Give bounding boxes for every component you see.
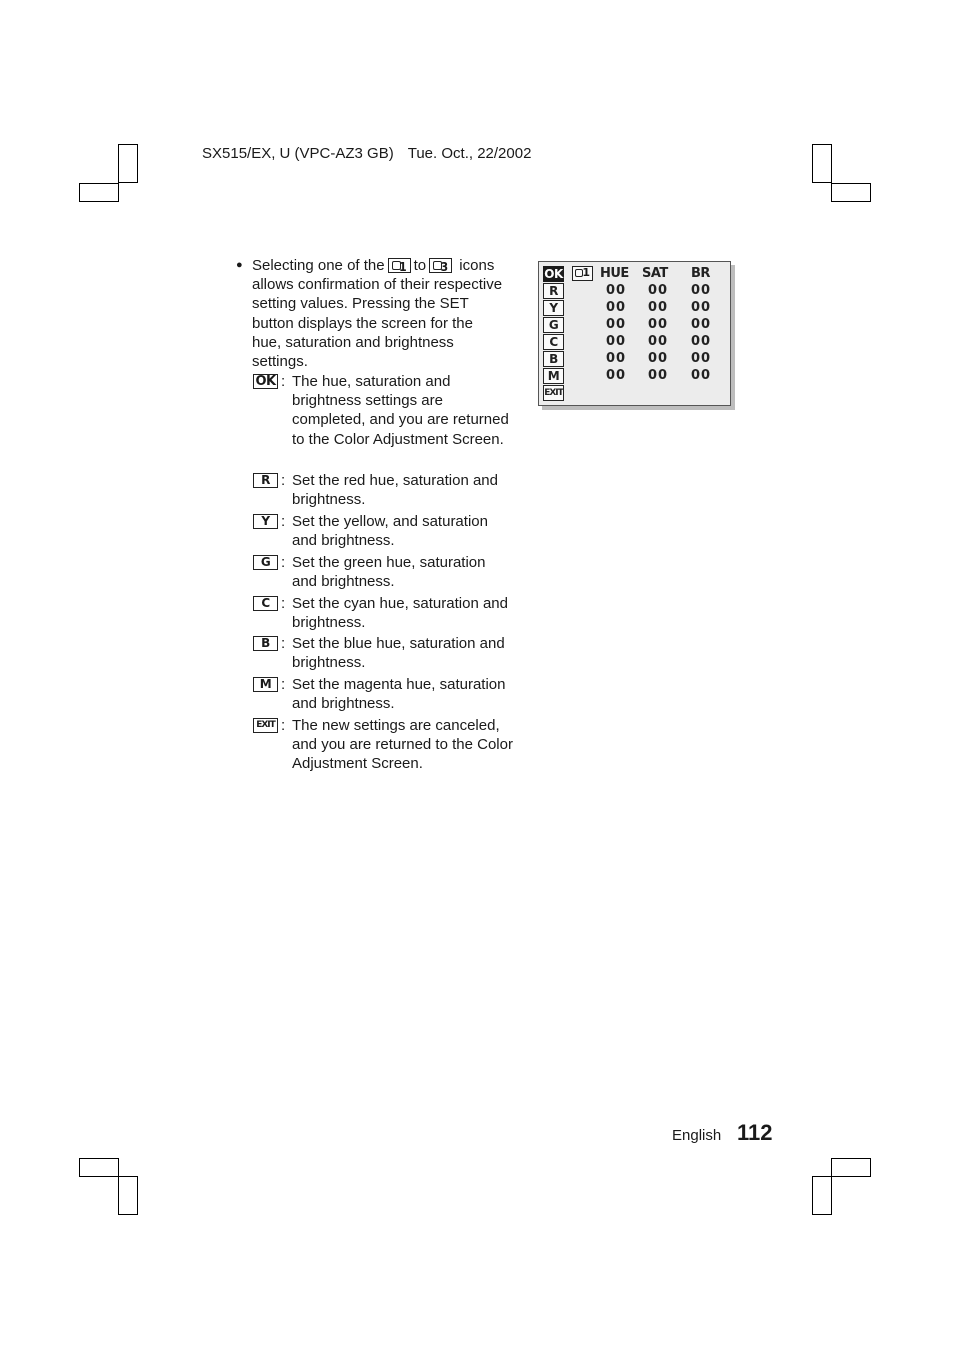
item-desc: Set the blue hue, saturation and brightness.	[292, 635, 505, 672]
exit-icon: EXIT	[253, 718, 278, 733]
crop-mark	[79, 1158, 119, 1177]
value-cell: 00	[606, 317, 627, 332]
column-header-hue: HUE	[600, 266, 629, 281]
color-preset-1-icon: 1	[572, 266, 593, 281]
value-cell: 00	[648, 317, 669, 332]
crop-mark	[831, 183, 871, 202]
item-desc: Set the cyan hue, saturation and brightness.	[292, 595, 508, 632]
item-desc: Set the red hue, saturation and brightness.	[292, 472, 498, 509]
item-ok: OK : The hue, saturation and brightness settings are completed, and you are returned to the Color Adjustment Screen.	[253, 372, 513, 449]
value-cell: 00	[606, 334, 627, 349]
intro-paragraph	[236, 256, 506, 371]
item-desc: Set the yellow, and saturation and brightness.	[292, 513, 488, 550]
screen-menu-r[interactable]: R	[543, 283, 564, 299]
value-cell: 00	[691, 368, 712, 383]
value-cell: 00	[606, 368, 627, 383]
column-header-br: BR	[691, 266, 710, 281]
item-exit: EXIT : The new settings are canceled, and you are returned to the Color Adjustment Screen.	[253, 716, 513, 774]
page-number: 112	[737, 1120, 773, 1145]
value-cell: 00	[648, 283, 669, 298]
item-cyan: C : Set the cyan hue, saturation and brightness.	[253, 594, 513, 632]
value-cell: 00	[691, 351, 712, 366]
item-red: R : Set the red hue, saturation and brightness.	[253, 471, 513, 509]
value-cell: 00	[648, 368, 669, 383]
value-cell: 00	[691, 317, 712, 332]
value-cell: 00	[648, 300, 669, 315]
value-cell: 00	[606, 283, 627, 298]
screen-menu-g[interactable]: G	[543, 317, 564, 333]
screen-menu-c[interactable]: C	[543, 334, 564, 350]
ok-icon: OK	[253, 374, 278, 389]
red-icon: R	[253, 473, 278, 488]
intro-text-1: Selecting one of the	[252, 257, 385, 274]
item-yellow: Y : Set the yellow, and saturation and brightness.	[253, 512, 513, 550]
header-date: Tue. Oct., 22/2002	[407, 145, 532, 162]
lcd-screen	[538, 261, 731, 406]
green-icon: G	[253, 555, 278, 570]
intro-text-2: icons allows confirmation of their respective setting values. Pressing the SET button displays the screen for the hue, saturation and brightness settings.	[252, 257, 503, 371]
crop-mark	[79, 183, 119, 202]
screen-menu	[543, 266, 565, 402]
screen-menu-ok[interactable]: OK	[544, 267, 563, 281]
screen-menu-y[interactable]: Y	[543, 300, 564, 316]
footer-language: English	[672, 1127, 722, 1144]
value-cell: 00	[691, 334, 712, 349]
intro-text-to: to	[413, 257, 427, 274]
item-green: G : Set the green hue, saturation and brightness.	[253, 553, 513, 591]
item-desc: Set the magenta hue, saturation and brightness.	[292, 676, 506, 713]
value-cell: 00	[606, 351, 627, 366]
value-cell: 00	[691, 300, 712, 315]
item-desc: The hue, saturation and brightness settings are completed, and you are returned to the Color Adjustment Screen.	[292, 373, 509, 448]
screen-menu-b[interactable]: B	[543, 351, 564, 367]
crop-mark	[118, 1176, 138, 1215]
crop-mark	[831, 1158, 871, 1177]
column-header-sat: SAT	[642, 266, 668, 281]
value-cell: 00	[691, 283, 712, 298]
magenta-icon: M	[253, 677, 278, 692]
item-blue: B : Set the blue hue, saturation and brightness.	[253, 634, 513, 672]
header-model: SX515/EX, U (VPC-AZ3 GB)	[202, 145, 394, 162]
screen-menu-exit[interactable]: EXIT	[543, 385, 564, 401]
color-preset-1-icon: 1	[388, 258, 411, 273]
yellow-icon: Y	[253, 514, 278, 529]
item-magenta: M : Set the magenta hue, saturation and brightness.	[253, 675, 513, 713]
crop-mark	[118, 144, 138, 183]
crop-mark	[812, 1176, 832, 1215]
cyan-icon: C	[253, 596, 278, 611]
value-cell: 00	[606, 300, 627, 315]
bullet-icon: ●	[236, 259, 243, 271]
value-cell: 00	[648, 351, 669, 366]
page-header	[202, 145, 531, 162]
value-cell: 00	[648, 334, 669, 349]
crop-mark	[812, 144, 832, 183]
item-desc: The new settings are canceled, and you are returned to the Color Adjustment Screen.	[292, 717, 513, 773]
color-preset-3-icon: 3	[429, 258, 452, 273]
item-desc: Set the green hue, saturation and brightness.	[292, 554, 486, 591]
blue-icon: B	[253, 636, 278, 651]
screen-menu-m[interactable]: M	[543, 368, 564, 384]
